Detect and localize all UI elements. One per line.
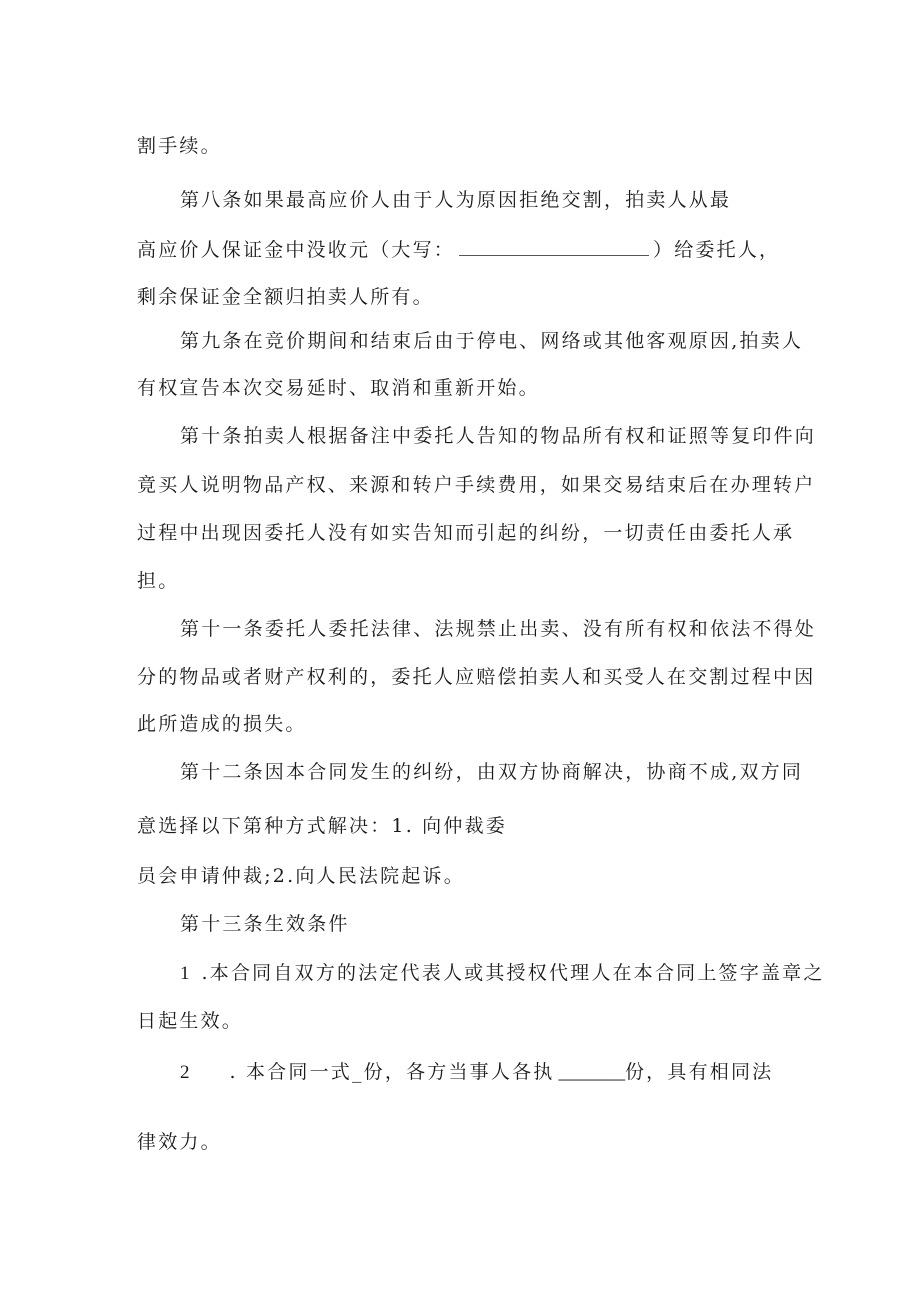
article-9-line-1: 第九条在竞价期间和结束后由于停电、网络或其他客观原因,拍卖人 <box>180 330 804 352</box>
article-10-line-2: 竟买人说明物品产权、来源和转户手续费用，如果交易结束后在办理转户 <box>137 474 816 496</box>
clause-1-line-2: 日起生效。 <box>137 1010 244 1032</box>
text-span: ）给委托人， <box>653 239 781 261</box>
article-10-line-3: 过程中出现因委托人没有如实告知而引起的纠纷，一切责任由委托人承 <box>137 522 795 544</box>
article-11-line-1: 第十一条委托人委托法律、法规禁止出卖、没有所有权和依法不得处 <box>180 618 817 640</box>
clause-2-line-2: 律效力。 <box>137 1131 222 1153</box>
article-11-line-3: 此所造成的损失。 <box>137 713 307 735</box>
article-10-line-1: 第十条拍卖人根据备注中委托人告知的物品所有权和证照等复印件向 <box>180 425 817 447</box>
article-8-line-2 <box>137 237 780 262</box>
article-8-line-1: 第八条如果最高应价人由于人为原因拒绝交割，拍卖人从最 <box>180 189 732 211</box>
article-11-line-2: 分的物品或者财产权利的，委托人应赔偿拍卖人和买受人在交割过程中因 <box>137 666 816 688</box>
clause-number: 1 <box>180 963 190 984</box>
text-span: 高应价人保证金中没收元（大写： <box>137 239 456 261</box>
clause-2-line-1 <box>180 1060 773 1085</box>
text-span: 份，具有相同法 <box>624 1061 774 1083</box>
text-span: . 本合同一式_份，各方当事人各执 <box>229 1061 555 1083</box>
text-span: .本合同自双方的法定代表人或其授权代理人在本合同上签字盖章之 <box>201 962 825 984</box>
amount-blank <box>459 237 649 256</box>
article-12-line-1: 第十二条因本合同发生的纠纷，由双方协商解决，协商不成,双方同 <box>180 761 804 783</box>
article-9-line-2: 有权宣告本次交易延时、取消和重新开始。 <box>137 377 540 399</box>
article-13-heading: 第十三条生效条件 <box>180 913 350 935</box>
clause-1-line-1 <box>180 961 825 986</box>
article-12-line-3: 员会申请仲裁;2.向人民法院起诉。 <box>137 865 465 887</box>
article-8-line-3: 剩余保证金全额归拍卖人所有。 <box>137 286 434 308</box>
text-line: 割手续。 <box>137 135 222 157</box>
copies-blank: _______ <box>558 1062 625 1083</box>
clause-number: 2 <box>180 1062 190 1083</box>
article-10-line-4: 担。 <box>137 570 180 592</box>
article-12-line-2: 意选择以下第种方式解决：1. 向仲裁委 <box>137 815 507 837</box>
